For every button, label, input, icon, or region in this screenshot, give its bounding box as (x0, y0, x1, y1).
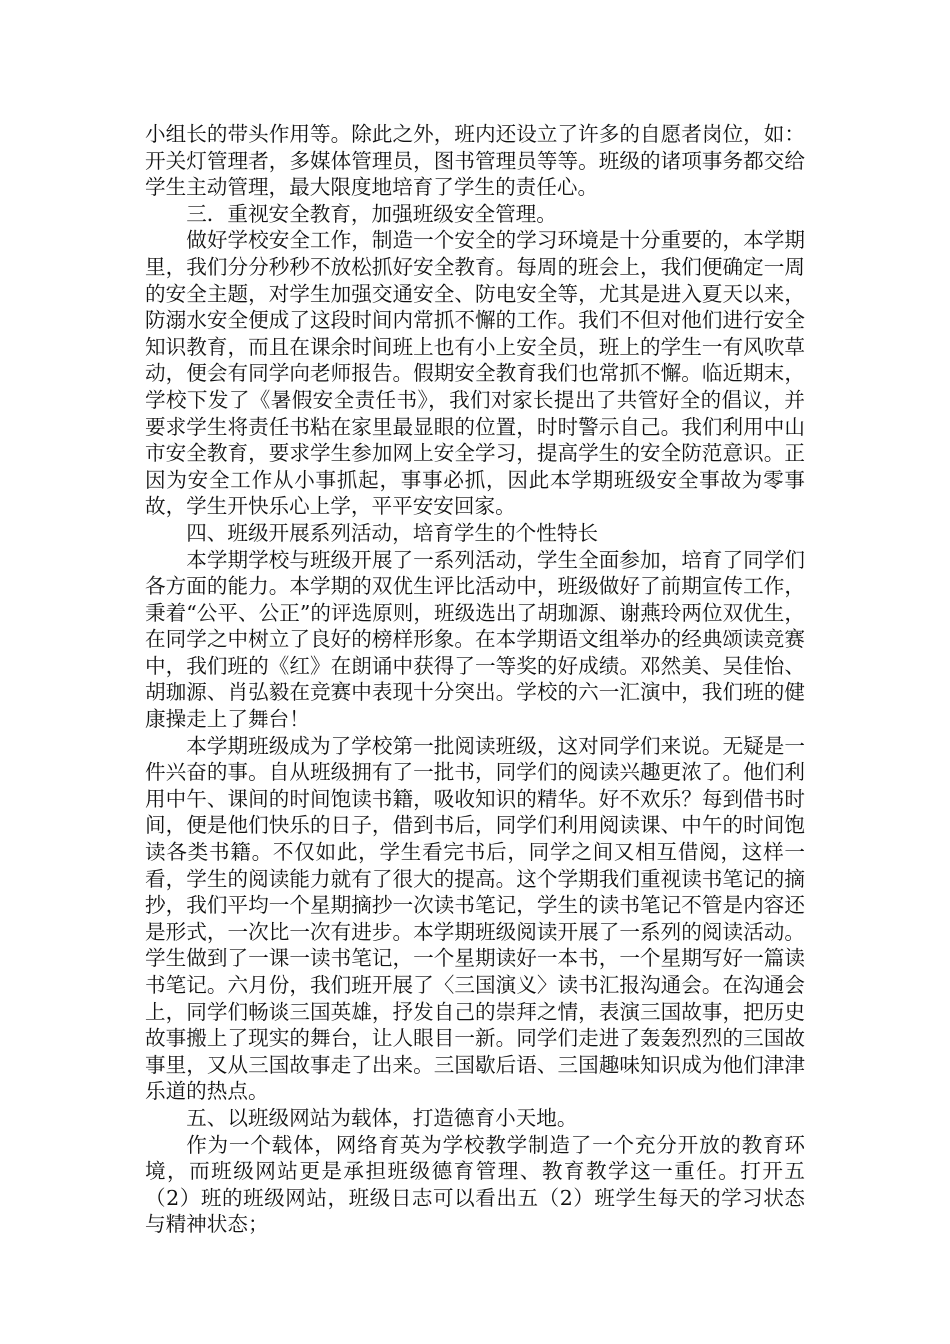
heading-class-website: 五、以班级网站为载体，打造德育小天地。 (186, 1105, 578, 1130)
paragraph-volunteer-roles: 小组长的带头作用等。除此之外，班内还设立了许多的自愿者岗位，如：开关灯管理者，多媒体管理员，图书管理员等等。班级的诸项事务都交给学生主动管理，最大限度地培育了学生的责任心。 (145, 122, 805, 200)
heading-class-activities: 四、班级开展系列活动，培育学生的个性特长 (186, 520, 599, 545)
heading-safety-education: 三．重视安全教育，加强班级安全管理。 (186, 201, 557, 226)
paragraph-safety-work: 做好学校安全工作，制造一个安全的学习环境是十分重要的，本学期里，我们分分秒秒不放松抓好安全教育。每周的班会上，我们便确定一周的安全主题，对学生加强交通安全、防电安全等，尤其是进入夏天以来，防溺水安全便成了这段时间内常抓不懈的工作。我们不但对他们进行安全知识教育，而且在课余时间班上也有小上安全员，班上的学生一有风吹草动，便会有同学向老师报告。假期安全教育我们也常抓不懈。临近期末，学校下发了《暑假安全责任书》，我们对家长提出了共管好全的倡议，并要求学生将责任书粘在家里最显眼的位置，时时警示自己。我们利用中山市安全教育，要求学生参加网上安全学习，提高学生的安全防范意识。正因为安全工作从小事抓起，事事必抓，因此本学期班级安全事故为零事故，学生开快乐心上学，平平安安回家。 (145, 228, 805, 519)
document-page (145, 121, 805, 1238)
paragraph-class-website: 作为一个载体，网络育英为学校教学制造了一个充分开放的教育环境，而班级网站更是承担班级德育管理、教育教学这一重任。打开五（2）班的班级网站，班级日志可以看出五（2）班学生每天的学习状态与精神状态； (145, 1132, 805, 1237)
paragraph-reading-class: 本学期班级成为了学校第一批阅读班级，这对同学们来说。无疑是一件兴奋的事。自从班级拥有了一批书，同学们的阅读兴趣更浓了。他们利用中午、课间的时间饱读书籍，吸收知识的精华。好不欢乐？每到借书时间，便是他们快乐的日子，借到书后，同学们利用阅读课、中午的时间饱读各类书籍。不仅如此，学生看完书后，同学之间又相互借阅，这样一看，学生的阅读能力就有了很大的提高。这个学期我们重视读书笔记的摘抄，我们平均一个星期摘抄一次读书笔记，学生的读书笔记不管是内容还是形式，一次比一次有进步。本学期班级阅读开展了一系列的阅读活动。学生做到了一课一读书笔记，一个星期读好一本书，一个星期写好一篇读书笔记。六月份，我们班开展了〈三国演义〉读书汇报沟通会。在沟通会上，同学们畅谈三国英雄，抒发自己的崇拜之情，表演三国故事，把历史故事搬上了现实的舞台，让人眼目一新。同学们走进了轰轰烈烈的三国故事里，又从三国故事走了出来。三国歇后语、三国趣味知识成为他们津津乐道的热点。 (145, 733, 805, 1104)
paragraph-activities: 本学期学校与班级开展了一系列活动，学生全面参加，培育了同学们各方面的能力。本学期的双优生评比活动中，班级做好了前期宣传工作，秉着“公平、公正”的评选原则，班级选出了胡珈源、谢燕玲两位双优生，在同学之中树立了良好的榜样形象。在本学期语文组举办的经典颂读竞赛中，我们班的《红》在朗诵中获得了一等奖的好成绩。邓然美、吴佳怡、胡珈源、肖弘毅在竞赛中表现十分突出。学校的六一汇演中，我们班的健康操走上了舞台！ (145, 547, 805, 732)
